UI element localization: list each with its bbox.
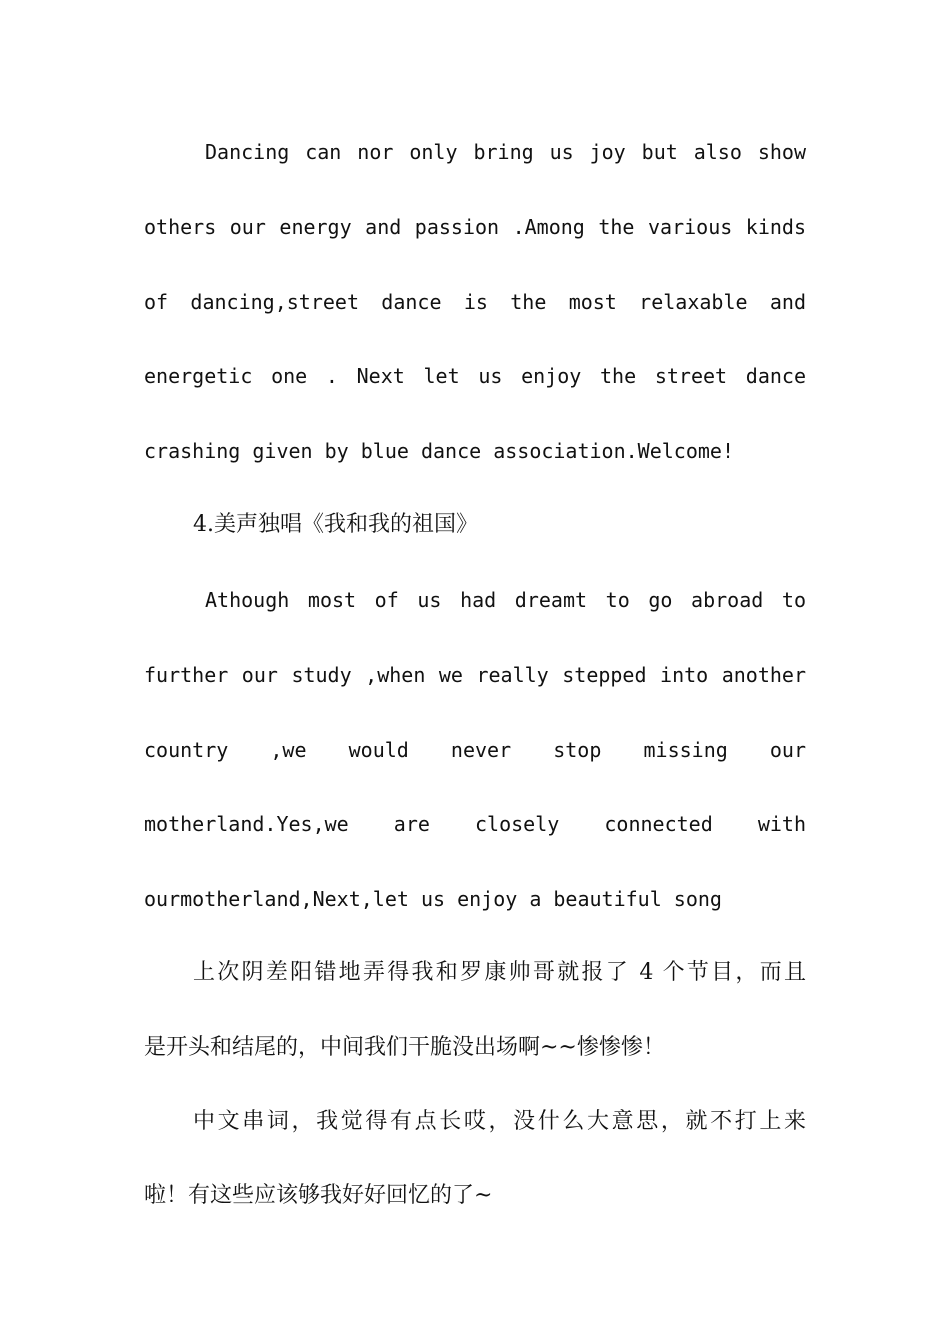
dance-paragraph-line-5: crashing given by blue dance association.Welcome! [144,439,735,463]
dance-paragraph-line-1: Dancing can nor only bring us joy but also show [205,140,806,164]
motherland-paragraph-line-4: motherland.Yes,we are closely connected with [144,812,806,836]
motherland-paragraph-line-2: further our study ,when we really stepped into another [144,663,806,687]
note-paragraph-1-line-1: 上次阴差阳错地弄得我和罗康帅哥就报了 4 个节目，而且 [193,960,806,985]
note-paragraph-2-line-1: 中文串词，我觉得有点长哎，没什么大意思，就不打上来 [193,1109,806,1134]
motherland-paragraph-line-3: country ,we would never stop missing our [144,738,806,762]
dance-paragraph-line-3: of dancing,street dance is the most relaxable and [144,290,806,314]
dance-paragraph-line-4: energetic one . Next let us enjoy the street dance [144,364,806,388]
note-paragraph-1-line-2: 是开头和结尾的，中间我们干脆没出场啊~~惨惨惨！ [144,1035,665,1060]
motherland-paragraph-line-5: ourmotherland,Next,let us enjoy a beautiful song [144,887,722,911]
motherland-paragraph-line-1: Athough most of us had dreamt to go abroad to [205,588,806,612]
note-paragraph-2-line-2: 啦！有这些应该够我好好回忆的了~ [144,1183,493,1208]
program-heading-item-4: 4.美声独唱《我和我的祖国》 [193,512,478,537]
dance-paragraph-line-2: others our energy and passion .Among the various kinds [144,215,806,239]
